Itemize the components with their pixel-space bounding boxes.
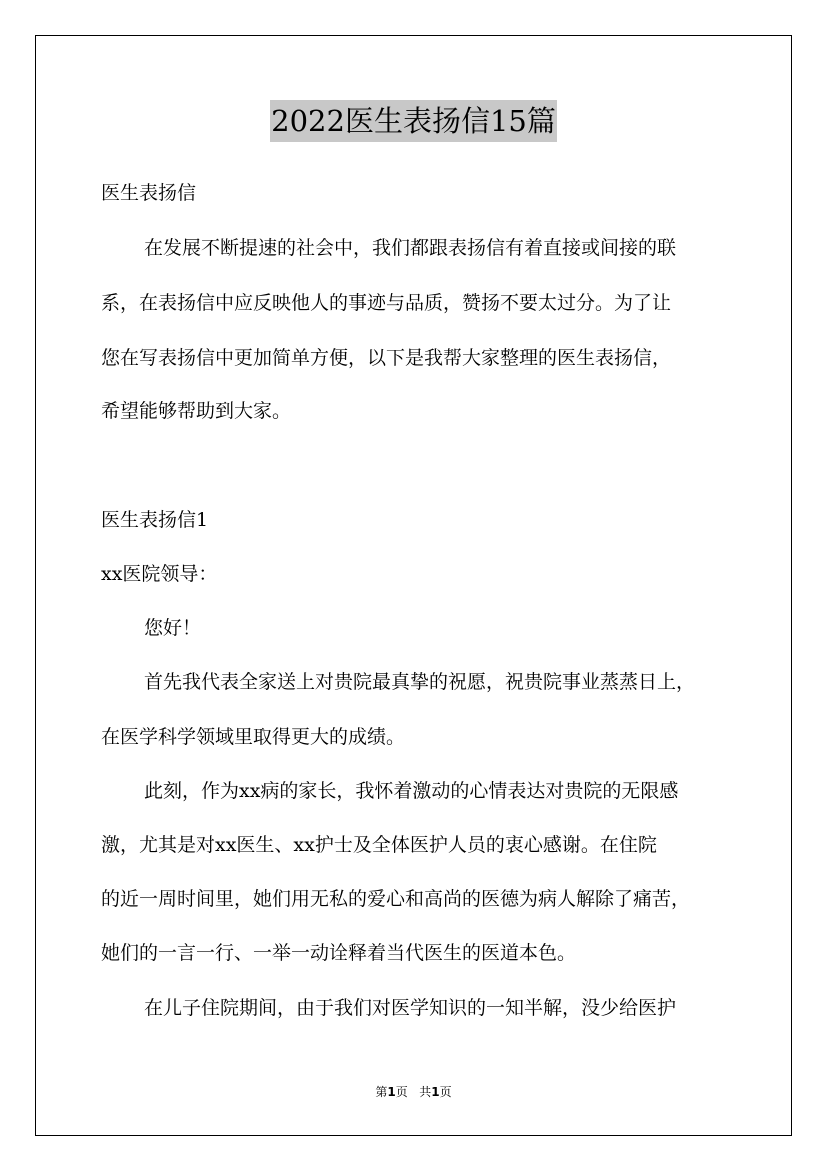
paragraph-line: 激，尤其是对xx医生、xx护士及全体医护人员的衷心感谢。在住院 bbox=[101, 834, 657, 856]
paragraph-line: 她们的一言一行、一举一动诠释着当代医生的医道本色。 bbox=[101, 942, 577, 964]
paragraph-line: 您在写表扬信中更加简单方便，以下是我帮大家整理的医生表扬信， bbox=[101, 347, 672, 369]
footer-total-number: 1 bbox=[431, 1085, 440, 1099]
footer-page-suffix: 页 bbox=[395, 1085, 408, 1099]
paragraph-line: 的近一周时间里，她们用无私的爱心和高尚的医德为病人解除了痛苦， bbox=[101, 888, 691, 910]
paragraph-line: 在发展不断提速的社会中，我们都跟表扬信有着直接或间接的联 bbox=[144, 237, 677, 259]
salutation: xx医院领导： bbox=[101, 563, 218, 585]
document-title: 2022医生表扬信15篇 bbox=[270, 100, 557, 142]
page-footer bbox=[0, 1084, 827, 1100]
section-heading: 医生表扬信 bbox=[101, 182, 197, 204]
paragraph-line: 希望能够帮助到大家。 bbox=[101, 400, 292, 422]
title-container bbox=[0, 100, 827, 142]
letter-heading: 医生表扬信1 bbox=[101, 509, 209, 531]
paragraph-line: 在儿子住院期间，由于我们对医学知识的一知半解，没少给医护 bbox=[144, 997, 677, 1019]
paragraph-line: 此刻，作为xx病的家长，我怀着激动的心情表达对贵院的无限感 bbox=[144, 780, 679, 802]
footer-total-prefix: 共 bbox=[419, 1085, 432, 1099]
greeting: 您好！ bbox=[144, 617, 202, 639]
paragraph-line: 首先我代表全家送上对贵院最真挚的祝愿，祝贵院事业蒸蒸日上， bbox=[144, 671, 696, 693]
footer-page-prefix: 第 bbox=[375, 1085, 388, 1099]
footer-page-number: 1 bbox=[387, 1085, 396, 1099]
paragraph-line: 系，在表扬信中应反映他人的事迹与品质，赞扬不要太过分。为了让 bbox=[101, 292, 672, 314]
footer-total-suffix: 页 bbox=[439, 1085, 452, 1099]
paragraph-line: 在医学科学领域里取得更大的成绩。 bbox=[101, 726, 406, 748]
